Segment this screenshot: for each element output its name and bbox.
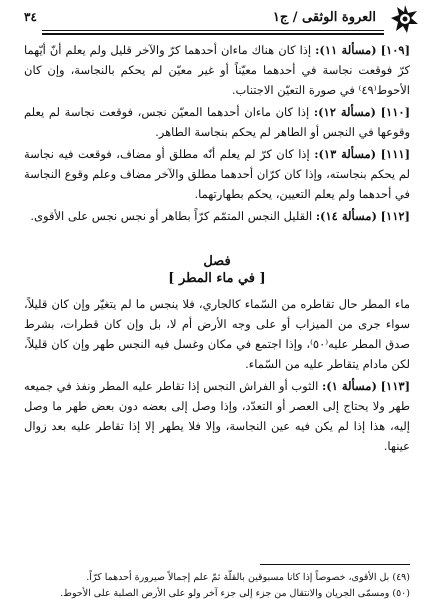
- issue-title: (مسألة ١):: [321, 379, 377, 393]
- issue-paragraph: [24, 102, 410, 142]
- issue-number: [١٠٩]: [380, 43, 411, 57]
- issue-title: (مسألة ١٢):: [313, 105, 376, 119]
- running-title: العروة الوثقى / ج١: [272, 10, 376, 25]
- issue-number: [١١٠]: [380, 105, 411, 119]
- issue-paragraph: [24, 206, 410, 226]
- footnotes: [22, 570, 410, 602]
- issue-paragraph: [24, 376, 410, 456]
- issue-paragraph: [24, 144, 410, 204]
- footnote-rule: [260, 564, 410, 565]
- issue-paragraph: [24, 40, 410, 100]
- ornament-icon: [390, 4, 420, 34]
- section-intro: ماء المطر حال تقاطره من السّماء كالجاري، فلا ينجس ما لم يتغيّر وإن كان قليلاً، سواء جرى من الميزاب أو على وجه الأرض أم لا، بل وإن كان قطرات، بشرط صدق المطر عليه⁽٥٠⁾، وإذا اجتمع في مكان وغسل فيه النجس طهر وإن كان قليلاً، لكن مادام يتقاطر عليه من السّماء.: [24, 297, 410, 371]
- issue-text: إذا كان كرّ لم يعلم أنّه مطلق أو مضاف، فوقعت فيه نجاسة لم يحكم بنجاسته، وإذا كان كرّان أحدهما مطلق والآخر مضاف وعلم وقوع النجاسة في أحدهما ولم يعلم التعيين، يحكم بطهارتهما.: [24, 147, 410, 201]
- footnote: (٤٩) بل الأقوى، خصوصاً إذا كانا مسبوقين بالقلّة ثمّ علم إجمالاً صيرورة أحدهما كرّاً.: [86, 572, 410, 583]
- issue-text: الثوب أو الفراش النجس إذا تقاطر عليه المطر ونفذ في جميعه طهر ولا يحتاج إلى العصر أو التعدّد، وإذا وصل إلى بعضه دون بعض طهر ما وصل إليه، هذا إذا لم يكن فيه عين النجاسة، وإلا فلا يطهر إلا إذا تقاطر عليه بعد زوال عينها.: [24, 379, 410, 453]
- page-number: ٣٤: [24, 10, 37, 24]
- header-rule: [42, 30, 384, 31]
- section-subheading: [ في ماء المطر ]: [168, 271, 266, 286]
- issue-title: (مسألة ١٤):: [315, 209, 377, 223]
- issue-number: [١١١]: [380, 147, 411, 161]
- footnote: (٥٠) ومسمّى الجريان والانتقال من جزء إلى جزء آخر ولو على الأرض الصلبة على الأحوط.: [60, 588, 410, 599]
- issue-text: إذا كان هناك ماءان أحدهما كرّ والآخر قليل ولم يعلم أنّ أيّهما كرّ فوقعت نجاسة في أحدهما معيّناً أو غير معيّن لم يحكم بالنجاسة، وإن كان الأحوط⁽⁤٤٩⁾ في صورة التعيّن الاجتناب.: [24, 43, 410, 97]
- issue-title: (مسألة ١١):: [315, 43, 377, 57]
- issue-number: [١١٢]: [380, 209, 410, 223]
- issue-text: إذا كان ماءان أحدهما المعيّن نجس، فوقعت نجاسة لم يعلم وقوعها في النجس أو الطاهر لم يحكم بنجاسة الطاهر.: [24, 105, 410, 139]
- issue-text: القليل النجس المتمّم كرّاً بطاهر أو نجس نجس على الأقوى.: [30, 209, 313, 223]
- main-text: [24, 40, 410, 456]
- section-heading: فصل: [203, 254, 231, 269]
- issue-number: [١١٣]: [380, 379, 411, 393]
- page-header: [24, 4, 420, 34]
- issue-title: (مسألة ١٣):: [314, 147, 377, 161]
- header-rule-thick: [42, 33, 384, 35]
